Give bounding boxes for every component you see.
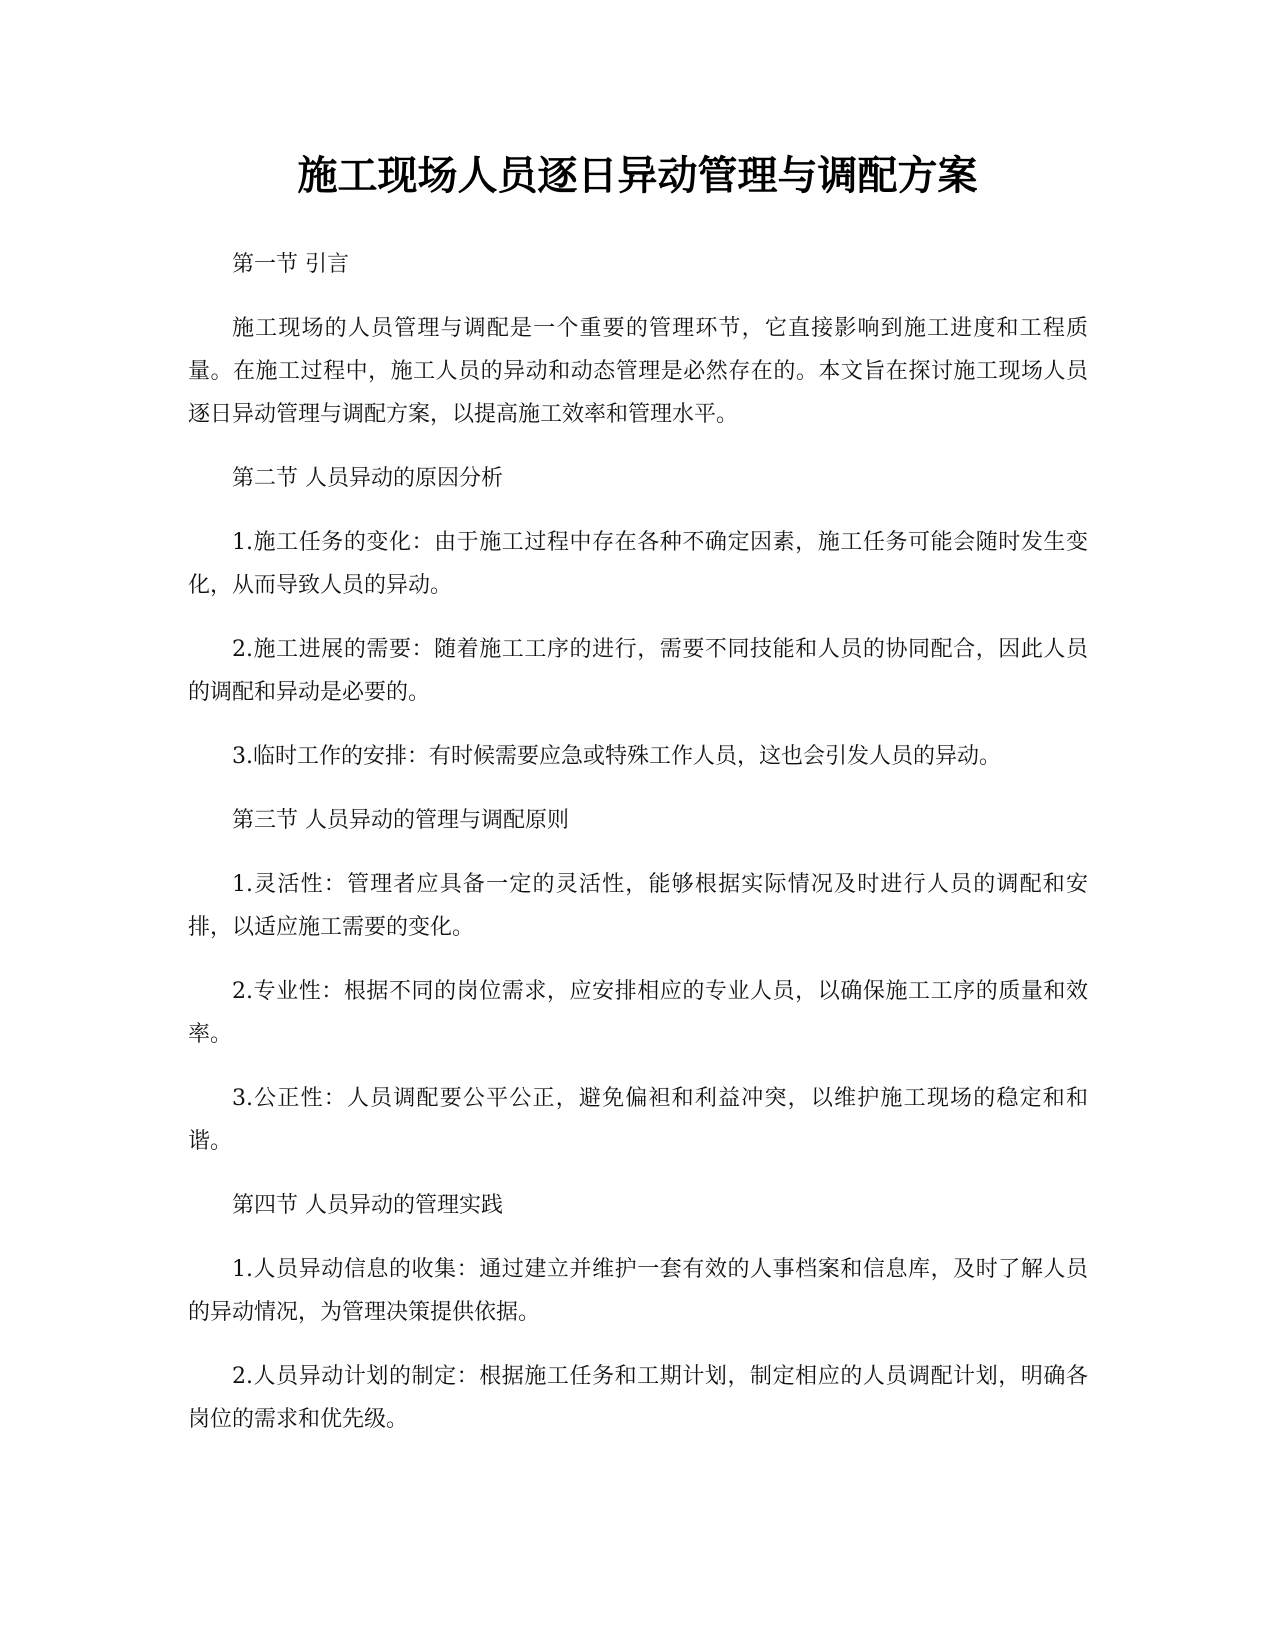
- section-heading-4: 第四节 人员异动的管理实践: [232, 1193, 503, 1218]
- paragraph-cause-2: 2.施工进展的需要：随着施工工序的进行，需要不同技能和人员的协同配合，因此人员的调配和异动是必要的。: [188, 637, 1088, 705]
- paragraph-cause-1: 1.施工任务的变化：由于施工过程中存在各种不确定因素，施工任务可能会随时发生变化，从而导致人员的异动。: [188, 530, 1088, 598]
- paragraph-practice-2: 2.人员异动计划的制定：根据施工任务和工期计划，制定相应的人员调配计划，明确各岗位的需求和优先级。: [188, 1364, 1088, 1432]
- page-title: 施工现场人员逐日异动管理与调配方案: [297, 153, 978, 199]
- paragraph-practice-1: 1.人员异动信息的收集：通过建立并维护一套有效的人事档案和信息库，及时了解人员的异动情况，为管理决策提供依据。: [188, 1257, 1088, 1325]
- section-heading-1: 第一节 引言: [232, 252, 349, 277]
- paragraph-principle-3: 3.公正性：人员调配要公平公正，避免偏袒和利益冲突，以维护施工现场的稳定和和谐。: [188, 1086, 1088, 1154]
- paragraph-principle-2: 2.专业性：根据不同的岗位需求，应安排相应的专业人员，以确保施工工序的质量和效率。: [188, 979, 1088, 1047]
- section-heading-3: 第三节 人员异动的管理与调配原则: [232, 808, 569, 833]
- paragraph-intro: 施工现场的人员管理与调配是一个重要的管理环节，它直接影响到施工进度和工程质量。在施工过程中，施工人员的异动和动态管理是必然存在的。本文旨在探讨施工现场人员逐日异动管理与调配方案，以提高施工效率和管理水平。: [188, 316, 1088, 427]
- paragraph-principle-1: 1.灵活性：管理者应具备一定的灵活性，能够根据实际情况及时进行人员的调配和安排，以适应施工需要的变化。: [188, 872, 1088, 940]
- document-body: [188, 243, 1088, 1462]
- paragraph-cause-3: 3.临时工作的安排：有时候需要应急或特殊工作人员，这也会引发人员的异动。: [232, 744, 1001, 769]
- section-heading-2: 第二节 人员异动的原因分析: [232, 466, 503, 491]
